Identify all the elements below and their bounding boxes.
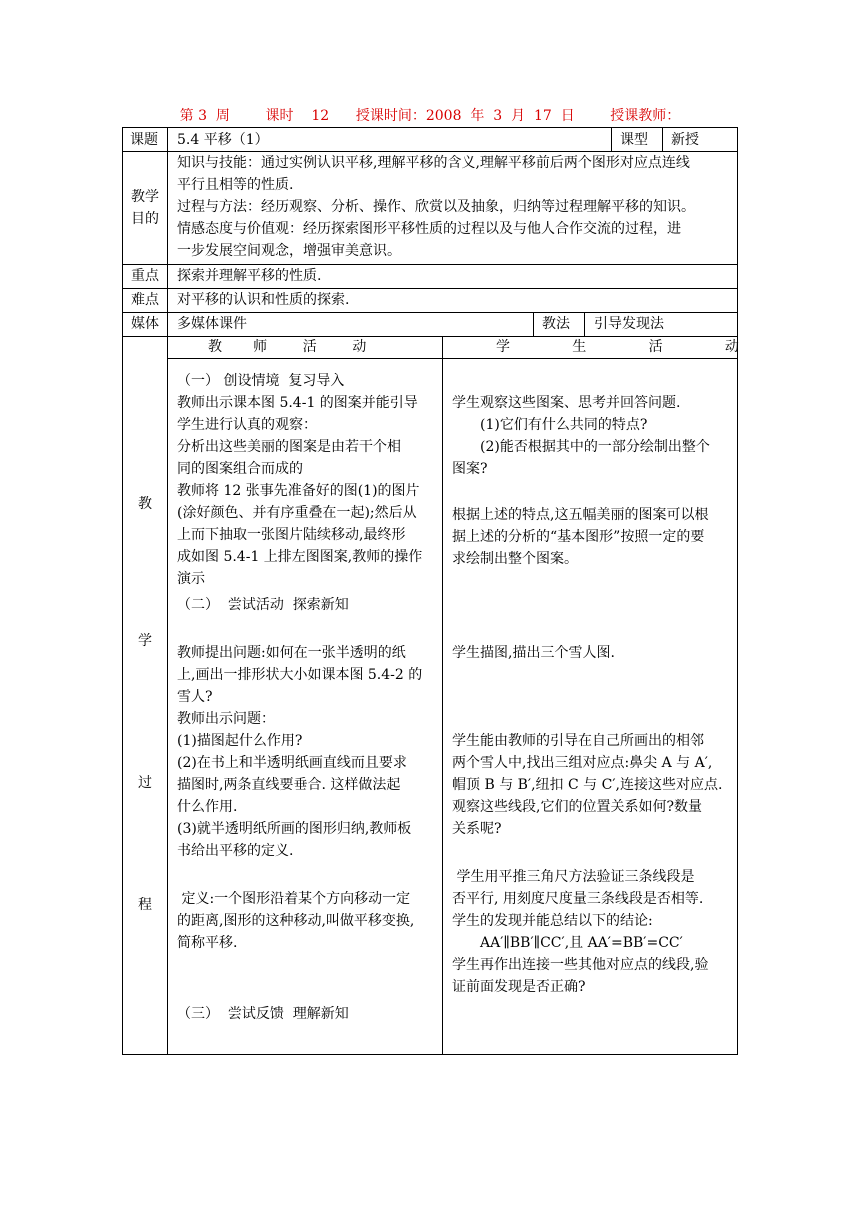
teacher-activity-line: 教师出示问题： bbox=[177, 711, 275, 727]
teacher-activity-line: (1)描图起什么作用? bbox=[177, 733, 303, 749]
difficulty-label: 难点 bbox=[131, 292, 159, 308]
process-header-divider bbox=[167, 358, 738, 359]
method-label: 教法 bbox=[542, 316, 570, 332]
teacher-activity-line: 定义:一个图形沿着某个方向移动一定 bbox=[177, 891, 411, 907]
teacher-activity-line: 分析出这些美丽的图案是由若干个相 bbox=[177, 439, 401, 455]
teacher-activity-line: （二） 尝试活动 探索新知 bbox=[177, 597, 349, 613]
student-activity-line: 学生观察这些图案、思考并回答问题. bbox=[452, 395, 681, 411]
media-divider bbox=[584, 312, 585, 337]
teacher-activity-line: (3)就半透明纸所画的图形归纳,教师板 bbox=[177, 821, 412, 837]
method-value: 引导发现法 bbox=[594, 316, 664, 332]
student-activity-line: 关系呢? bbox=[452, 821, 502, 837]
teacher-activity-line: 演示 bbox=[177, 571, 205, 587]
table-border-top bbox=[122, 127, 738, 128]
teacher-activity-line: 描图时,两条直线要垂合. 这样做法起 bbox=[177, 777, 401, 793]
table-border-left bbox=[122, 127, 123, 1055]
student-activity-line: 证前面发现是否正确? bbox=[452, 979, 586, 995]
media-label: 媒体 bbox=[131, 316, 159, 332]
student-activity-line: AA′∥BB′∥CC′,且 AA′=BB′=CC′ bbox=[480, 935, 683, 951]
media-divider bbox=[533, 312, 534, 337]
table-border-right bbox=[737, 127, 738, 1055]
student-activity-line: 图案? bbox=[452, 461, 488, 477]
teacher-activity-line: 什么作用. bbox=[177, 799, 238, 815]
student-activity-line: 学生的发现并能总结以下的结论: bbox=[452, 913, 653, 929]
teacher-activity-line: （一） 创设情境 复习导入 bbox=[177, 373, 345, 389]
teacher-activity-line: (2)在书上和半透明纸画直线而且要求 bbox=[177, 755, 407, 771]
activity-column-divider bbox=[442, 336, 443, 1055]
teacher-activity-line: (涂好颜色、并有序重叠在一起);然后从 bbox=[177, 505, 417, 521]
goal-label-line-1: 教学 bbox=[131, 189, 159, 205]
goal-line: 平行且相等的性质. bbox=[177, 177, 294, 193]
student-activity-line: 否平行, 用刻度尺度量三条线段是否相等. bbox=[452, 891, 704, 907]
student-activity-line: 求绘制出整个图案。 bbox=[452, 551, 578, 567]
teacher-activity-line: 的距离,图形的这种移动,叫做平移变换, bbox=[177, 913, 415, 929]
focus-label: 重点 bbox=[131, 268, 159, 284]
teacher-activity-line: 上,画出一排形状大小如课本图 5.4-2 的 bbox=[177, 667, 423, 683]
goal-label-line-2: 目的 bbox=[131, 211, 159, 227]
student-activity-line: 两个雪人中,找出三组对应点:鼻尖 A 与 A′, bbox=[452, 755, 713, 771]
student-activity-line: 学生描图,描出三个雪人图. bbox=[452, 645, 615, 661]
process-label-char: 学 bbox=[138, 633, 152, 649]
teacher-activity-line: 成如图 5.4-1 上排左图图案,教师的操作 bbox=[177, 549, 423, 565]
teacher-activity-line: 教师出示课本图 5.4-1 的图案并能引导 bbox=[177, 395, 418, 411]
student-activity-line: 观察这些线段,它们的位置关系如何?数量 bbox=[452, 799, 702, 815]
focus-value: 探索并理解平移的性质. bbox=[177, 268, 322, 284]
student-activity-line: 据上述的分析的“基本图形”按照一定的要 bbox=[452, 529, 705, 545]
student-activity-line: 帽顶 B 与 B′,纽扣 C 与 C′,连接这些对应点. bbox=[452, 777, 723, 793]
student-activity-header: 学 生 活 动 bbox=[496, 339, 739, 355]
type-value: 新授 bbox=[671, 132, 699, 148]
teacher-activity-line: 简称平移. bbox=[177, 935, 238, 951]
topic-label: 课题 bbox=[130, 132, 158, 148]
process-label-char: 教 bbox=[138, 496, 152, 512]
student-activity-line: 学生能由教师的引导在自己所画出的相邻 bbox=[452, 733, 704, 749]
student-activity-line: 根据上述的特点,这五幅美丽的图案可以根 bbox=[452, 507, 709, 523]
label-column-divider bbox=[167, 127, 168, 1055]
teacher-activity-line: 教师提出问题:如何在一张半透明的纸 bbox=[177, 645, 406, 661]
media-value: 多媒体课件 bbox=[177, 316, 247, 332]
lesson-header: 第 3 周 课时 12 授课时间：2008 年 3 月 17 日 授课教师： bbox=[179, 108, 681, 124]
student-activity-line: 学生再作出连接一些其他对应点的线段,验 bbox=[452, 957, 709, 973]
topic-divider bbox=[611, 127, 612, 152]
student-activity-line: (2)能否根据其中的一部分绘制出整个 bbox=[480, 439, 710, 455]
topic-divider bbox=[662, 127, 663, 152]
teacher-activity-line: 同的图案组合而成的 bbox=[177, 461, 303, 477]
process-label-char: 程 bbox=[138, 897, 152, 913]
goal-line: 过程与方法：经历观察、分析、操作、欣赏以及抽象，归纳等过程理解平移的知识。 bbox=[177, 199, 695, 215]
goal-line: 情感态度与价值观：经历探索图形平移性质的过程以及与他人合作交流的过程，进 bbox=[177, 221, 681, 237]
teacher-activity-line: 教师将 12 张事先准备好的图(1)的图片 bbox=[177, 483, 420, 499]
teacher-activity-line: （三） 尝试反馈 理解新知 bbox=[177, 1006, 349, 1022]
teacher-activity-line: 学生进行认真的观察： bbox=[177, 417, 317, 433]
difficulty-value: 对平移的认识和性质的探索. bbox=[177, 292, 350, 308]
goal-line: 知识与技能：通过实例认识平移,理解平移的含义,理解平移前后两个图形对应点连线 bbox=[177, 155, 690, 171]
teacher-activity-line: 书给出平移的定义. bbox=[177, 843, 294, 859]
type-label: 课型 bbox=[620, 132, 648, 148]
teacher-activity-line: 雪人? bbox=[177, 689, 213, 705]
topic-value: 5.4 平移（1） bbox=[177, 132, 269, 148]
student-activity-line: (1)它们有什么共同的特点? bbox=[480, 417, 648, 433]
table-border-bottom bbox=[122, 1054, 738, 1055]
teacher-activity-line: 上而下抽取一张图片陆续移动,最终形 bbox=[177, 527, 406, 543]
process-label-char: 过 bbox=[138, 775, 152, 791]
teacher-activity-header: 教 师 活 动 bbox=[208, 339, 367, 355]
goal-line: 一步发展空间观念，增强审美意识。 bbox=[177, 243, 401, 259]
student-activity-line: 学生用平推三角尺方法验证三条线段是 bbox=[452, 869, 695, 885]
